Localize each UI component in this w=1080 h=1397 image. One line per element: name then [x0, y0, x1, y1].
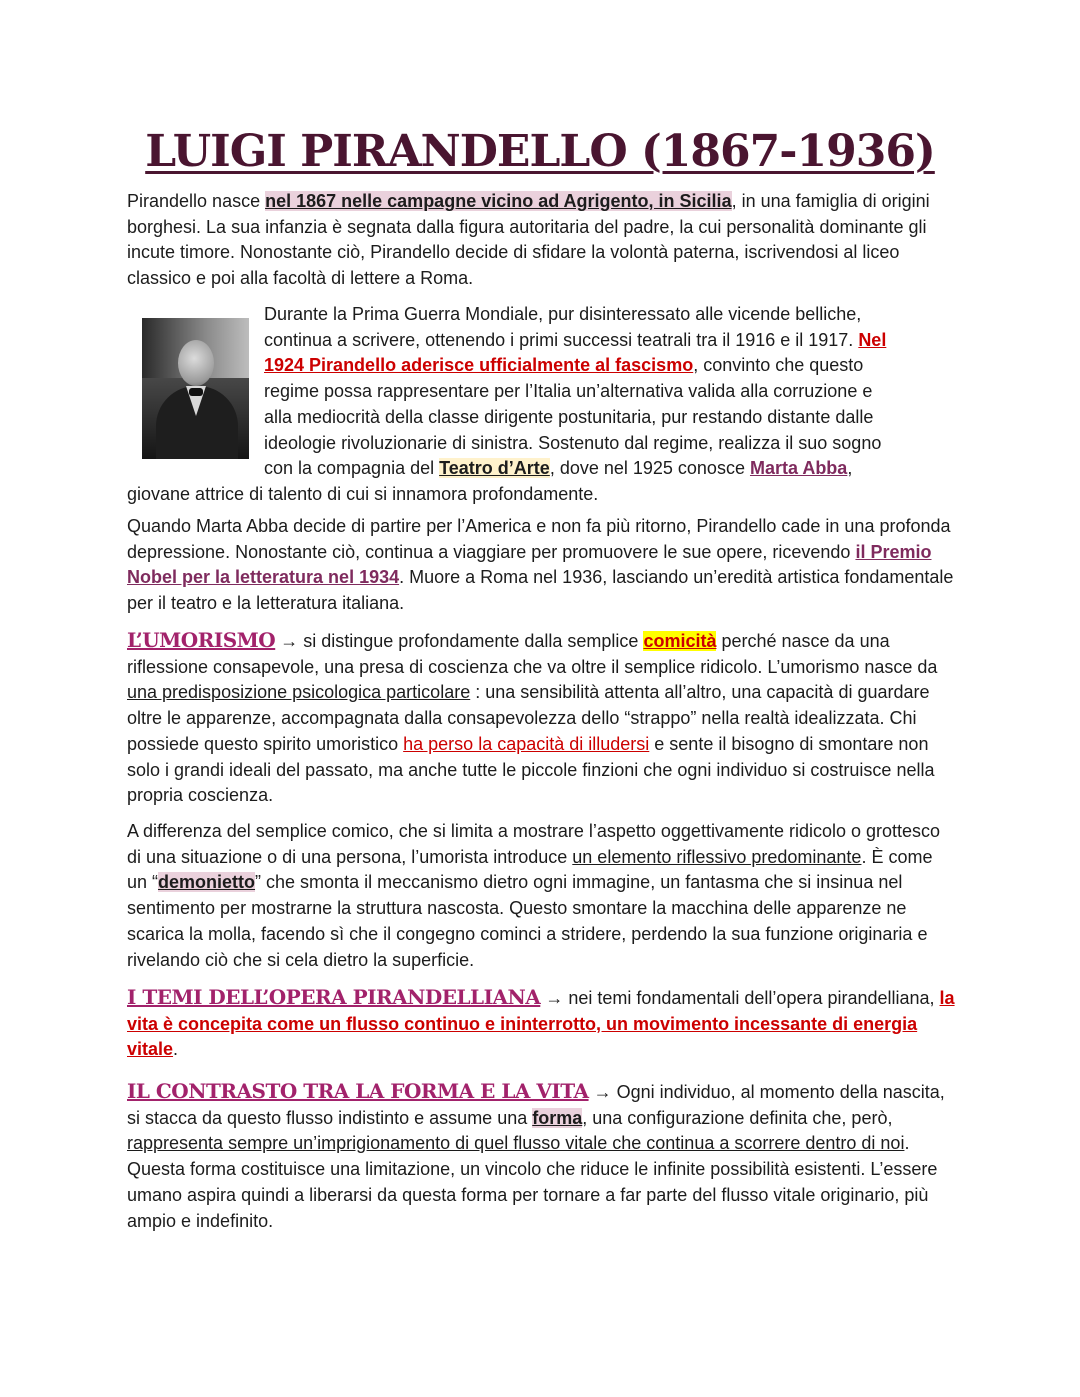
- marta-highlight: Marta Abba: [749, 458, 848, 479]
- underline-phrase: una predisposizione psicologica particolare: [127, 682, 471, 703]
- fascism-highlight: 1924 Pirandello aderisce ufficialmente al fascismo: [264, 355, 694, 376]
- forma-highlight: forma: [532, 1107, 583, 1128]
- career-line: continua a scrivere, ottenendo i primi successi teatrali tra il 1916 e il 1917. Nel: [264, 329, 887, 350]
- temi-paragraph: I TEMI DELL’OPERA PIRANDELLIANA → nei temi fondamentali dell’opera pirandelliana, la vita è concepita come un flusso continuo e ininterrotto, un movimento incessante di energia vitale.: [127, 985, 955, 1060]
- arrow-icon: →: [280, 631, 299, 651]
- career-line: 1924 Pirandello aderisce ufficialmente al fascismo, convinto che questo: [264, 355, 864, 376]
- demonietto-highlight: demonietto: [158, 872, 256, 893]
- arrow-icon: →: [545, 988, 564, 1008]
- intro-text: Pirandello nasce: [127, 191, 266, 211]
- career-line-final: giovane attrice di talento di cui si innamora profondamente.: [127, 484, 599, 504]
- vita-highlight: la vita è concepita come un flusso continuo e ininterrotto, un movimento incessante di energia vitale: [127, 988, 955, 1060]
- umorismo-heading: L’UMORISMO: [127, 628, 276, 652]
- career-line: con la compagnia del Teatro d’Arte, dove nel 1925 conosce Marta Abba,: [264, 458, 853, 479]
- fascism-highlight: Nel: [858, 329, 887, 350]
- portrait-photo: [142, 318, 249, 459]
- umorismo-paragraph: L’UMORISMO → si distingue profondamente dalla semplice comicità perché nasce da una riflessione consapevole, una presa di coscienza che va oltre il semplice ridicolo. L’umorismo nasce da una predisposizione psicologica particolare : una sensibilità attenta all’altro, una capacità di guardare oltre le apparenze, accompagnata dalla consapevolezza dello “strappo” nella realtà idealizzata. Chi possiede questo spirito umoristico ha perso la capacità di illudersi e sente il bisogno di smontare non solo i grandi ideali del passato, ma anche tutte le piccole finzioni che ogni individuo si costruisce nella propria coscienza.: [127, 628, 938, 806]
- career-paragraph: [264, 302, 964, 482]
- teatro-highlight: Teatro d’Arte: [439, 458, 550, 479]
- intro-paragraph: [127, 189, 955, 292]
- umorista-paragraph: A differenza del semplice comico, che si limita a mostrare l’aspetto oggettivamente ridicolo o grottesco di una situazione o di una persona, l’umorista introduce un elemento riflessivo predominante. È come un “demonietto” che smonta il meccanismo dietro ogni immagine, un fantasma che si insinua nel sentimento per mostrarne la struttura nascosta. Questo smontare la macchina delle apparenze ne scarica la molla, facendo sì che il congegno cominci a stridere, perdendo la sua funzione originaria e rivelando ciò che si cela dietro la superficie.: [127, 821, 941, 970]
- career-line: regime possa rappresentare per l’Italia un’alternativa valida alla corruzione e: [264, 381, 873, 402]
- contrasto-heading: IL CONTRASTO TRA LA FORMA E LA VITA: [127, 1079, 589, 1103]
- underline-phrase: rappresenta sempre un’imprigionamento di quel flusso vitale che continua a scorrere dentro di noi: [127, 1133, 905, 1154]
- temi-heading: I TEMI DELL’OPERA PIRANDELLIANA: [127, 985, 541, 1009]
- career-line: ideologie rivoluzionarie di sinistra. Sostenuto dal regime, realizza il suo sogno: [264, 432, 882, 453]
- intro-text-cont: , in una famiglia di origini borghesi. La sua infanzia è segnata dalla figura autoritaria del padre, la cui personalità dominante gli incute timore. Nonostante ciò, Pirandello decide di sfidare la volontà paterna, iscrivendosi al liceo classico e poi alla facoltà di lettere a Roma.: [127, 191, 930, 289]
- later-life-paragraph: Quando Marta Abba decide di partire per l’America e non fa più ritorno, Pirandello cade in una profonda depressione. Nonostante ciò, continua a viaggiare per promuovere le sue opere, ricevendo il Premio Nobel per la letteratura nel 1934. Muore a Roma nel 1936, lasciando un’eredità artistica fondamentale per il teatro e la letteratura italiana.: [127, 516, 954, 614]
- contrasto-paragraph: IL CONTRASTO TRA LA FORMA E LA VITA → Ogni individuo, al momento della nascita, si stacca da questo flusso indistinto e assume una forma, una configurazione definita che, però, rappresenta sempre un’imprigionamento di quel flusso vitale che continua a scorrere dentro di noi. Questa forma costituisce una limitazione, un vincolo che riduce le infinite possibilità esistenti. L’essere umano aspira quindi a liberarsi da questa forma per tornare a far parte del flusso vitale originario, più ampio e indefinito.: [127, 1079, 945, 1231]
- comicita-highlight: comicità: [643, 631, 717, 651]
- arrow-icon: →: [593, 1082, 612, 1102]
- career-line: alla mediocrità della classe dirigente postunitaria, pur restando distante dalle: [264, 406, 874, 427]
- career-line: Durante la Prima Guerra Mondiale, pur disinteressato alle vicende belliche,: [264, 304, 862, 324]
- underline-phrase-red: ha perso la capacità di illudersi: [403, 733, 650, 754]
- nobel-highlight: il Premio Nobel per la letteratura nel 1934: [127, 541, 932, 588]
- underline-phrase: un elemento riflessivo predominante: [572, 846, 862, 867]
- page-title: LUIGI PIRANDELLO (1867-1936): [145, 126, 935, 177]
- birth-highlight: nel 1867 nelle campagne vicino ad Agrigento, in Sicilia: [265, 191, 732, 211]
